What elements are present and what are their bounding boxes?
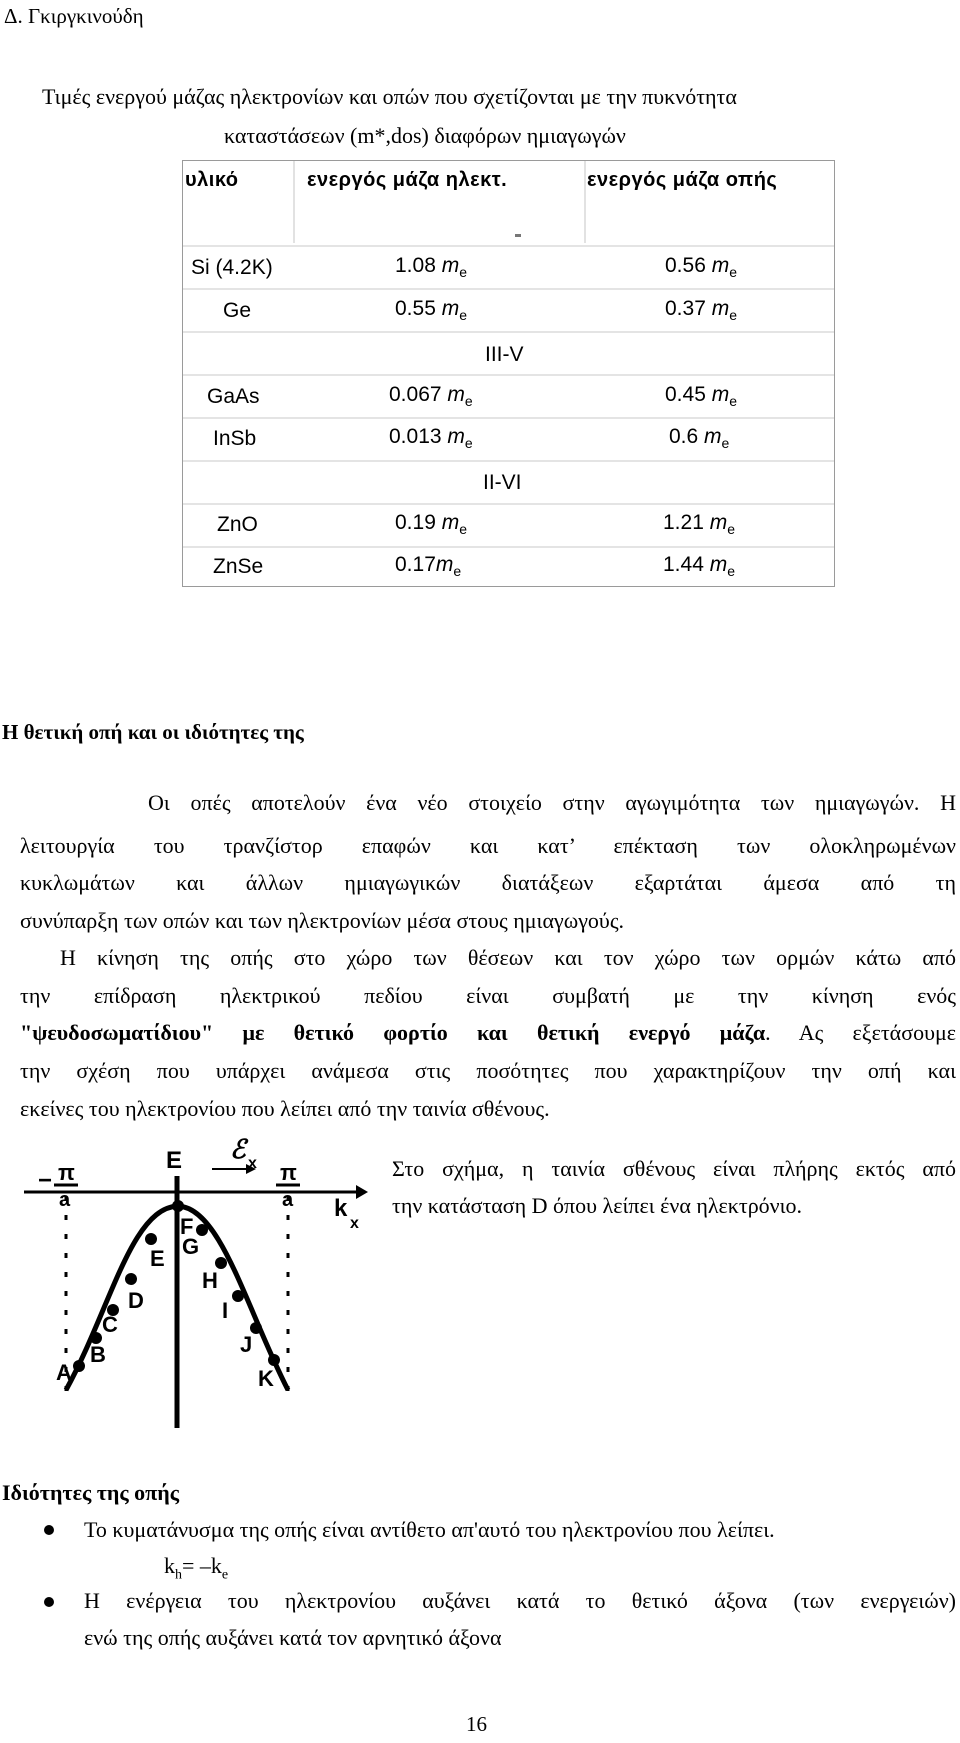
point-e: E [150, 1246, 165, 1271]
table-rule [183, 417, 834, 419]
effective-mass-table [182, 160, 835, 587]
right-pi: π [280, 1160, 297, 1185]
valence-band-diagram [16, 1138, 382, 1428]
figure-description-line2: την κατάσταση D όπου λείπει ένα ηλεκτρόνιο. [392, 1193, 803, 1218]
group-iii-v: III-V [485, 343, 524, 366]
row-zno-hole: 1.21 $m_e$ [663, 511, 736, 538]
row-ge-hole: 0.37 $m_e$ [665, 297, 738, 324]
row-insb-hole: 0.6 $m_e$ [669, 425, 730, 452]
field-subscript: x [248, 1155, 257, 1172]
row-zno-material: ZnO [217, 513, 258, 536]
bullet-icon [44, 1597, 54, 1607]
point-f: F [180, 1214, 194, 1239]
table-rule [183, 288, 834, 290]
row-si-hole: 0.56 $m_e$ [665, 254, 738, 281]
paragraph1-line1: Οι οπές αποτελούν ένα νέο στοιχείο στην αγωγιμότητα των ημιαγωγών. Η [148, 790, 956, 815]
kx-subscript: x [350, 1215, 359, 1232]
paragraph2-line2: την επίδραση ηλεκτρικού πεδίου είναι συμβατή με την κίνηση ενός [20, 983, 956, 1008]
header-hole-mass: ενεργός μάζα οπής [587, 169, 778, 191]
row-si-material: Si (4.2K) [191, 256, 273, 279]
point-d: D [128, 1288, 144, 1313]
left-minus: − [38, 1167, 53, 1194]
pseudoparticle-bold: "ψευδοσωματίδιου" με θετικό φορτίο και θετική ενεργό μάζα [20, 1020, 766, 1045]
left-a: a [59, 1189, 71, 1211]
point-g: G [182, 1234, 200, 1259]
group-ii-vi: II-VI [483, 471, 522, 494]
point-j: J [240, 1332, 253, 1357]
k-axis-arrow [356, 1185, 368, 1199]
energy-label: E [166, 1147, 183, 1174]
point-c: C [102, 1312, 118, 1337]
row-znse-electron: $0.17m_e$ [395, 553, 462, 580]
paragraph2-line1: Η κίνηση της οπής στο χώρο των θέσεων και τον χώρο των ορμών κάτω από [60, 945, 956, 970]
row-ge-material: Ge [223, 299, 252, 322]
table-rule [183, 331, 834, 333]
right-a: a [282, 1189, 294, 1211]
header-material: υλικό [185, 169, 239, 191]
table-rule [183, 546, 834, 548]
bullet-icon [44, 1525, 54, 1535]
row-znse-hole: 1.44 $m_e$ [663, 553, 736, 580]
property-1: Το κυματάνυσμα της οπής είναι αντίθετο απ'αυτό του ηλεκτρονίου που λείπει. [84, 1517, 775, 1542]
row-znse-material: ZnSe [213, 555, 264, 578]
point-i: I [222, 1298, 229, 1323]
section-heading: Η θετική οπή και οι ιδιότητες της [2, 720, 304, 744]
properties-heading: Ιδιότητες της οπής [2, 1480, 179, 1505]
paragraph1-line4: συνύπαρξη των οπών και των ηλεκτρονίων μέσα στους ημιαγωγούς. [20, 908, 625, 933]
point-b: B [90, 1342, 106, 1367]
table-mark [515, 234, 521, 237]
point-h: H [202, 1268, 218, 1293]
wavevector-relation: $k_h= -k_e$ [164, 1553, 229, 1583]
table-rule [183, 245, 834, 247]
kx-label: k [334, 1195, 348, 1222]
figure-description-line1: Στο σχήμα, η ταινία σθένους είναι πλήρης εκτός από [392, 1156, 956, 1181]
table-divider [293, 161, 295, 243]
table-rule [183, 460, 834, 462]
page-number: 16 [466, 1712, 487, 1736]
paragraph2-line5: εκείνες του ηλεκτρονίου που λείπει από την ταινία σθένους. [20, 1096, 550, 1121]
row-si-electron: 1.08 $m_e$ [395, 254, 468, 281]
table-divider [584, 161, 586, 243]
table-rule [183, 503, 834, 505]
row-gaas-hole: 0.45 $m_e$ [665, 383, 738, 410]
paragraph2-line4: την σχέση που υπάρχει ανάμεσα στις ποσότητες που χαρακτηρίζουν την οπή και [20, 1058, 956, 1083]
row-gaas-electron: 0.067 $m_e$ [389, 383, 473, 410]
table-caption-line1: Τιμές ενεργού μάζας ηλεκτρονίων και οπών που σχετίζονται με την πυκνότητα [42, 84, 737, 109]
paragraph1-line2: λειτουργία του τρανζίστορ επαφών και κατ’ επέκταση των ολοκληρωμένων [20, 833, 956, 858]
paragraph2-line3: "ψευδοσωματίδιου" με θετικό φορτίο και θετική ενεργό μάζα. Ας εξετάσουμε [20, 1020, 956, 1045]
author-header: Δ. Γκιργκινούδη [4, 4, 144, 28]
row-gaas-material: GaAs [207, 385, 260, 408]
property-2-line2: ενώ της οπής αυξάνει κατά τον αρνητικό άξονα [84, 1625, 502, 1650]
row-insb-material: InSb [213, 427, 257, 450]
paragraph1-line3: κυκλωμάτων και άλλων ημιαγωγικών διατάξεων εξαρτάται άμεσα από τη [20, 870, 956, 895]
table-rule [183, 374, 834, 376]
header-electron-mass: ενεργός μάζα ηλεκτ. [307, 169, 508, 191]
point-a: A [56, 1360, 72, 1385]
left-pi: π [58, 1160, 75, 1185]
row-ge-electron: 0.55 $m_e$ [395, 297, 468, 324]
row-zno-electron: 0.19 $m_e$ [395, 511, 468, 538]
point-k: K [258, 1366, 274, 1391]
row-insb-electron: 0.013 $m_e$ [389, 425, 473, 452]
field-label: ℰ [230, 1138, 246, 1164]
property-2-line1: Η ενέργεια του ηλεκτρονίου αυξάνει κατά το θετικό άξονα (των ενεργειών) [84, 1588, 956, 1613]
table-caption-line2: καταστάσεων (m*,dos) διαφόρων ημιαγωγών [224, 123, 626, 148]
